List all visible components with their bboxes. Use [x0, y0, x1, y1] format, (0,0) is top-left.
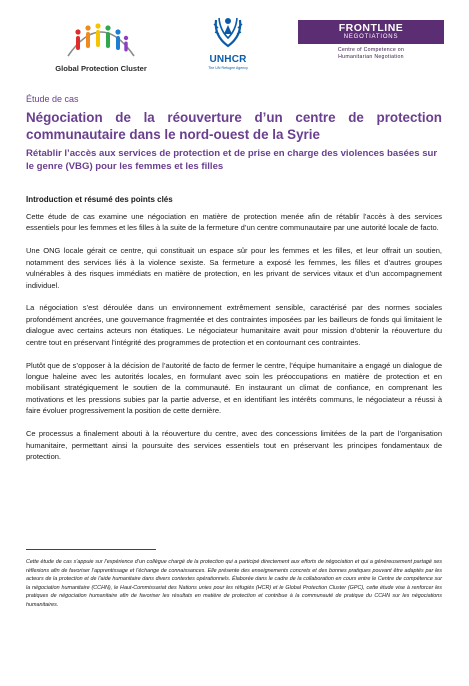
- unhcr-emblem-icon: [210, 12, 246, 52]
- frontline-subtitle: NEGOTIATIONS: [343, 34, 399, 40]
- document-body: [26, 94, 442, 474]
- paragraph-1: Cette étude de cas examine une négociation en matière de protection menée afin de rétablir l’accès à des services essentiels pour les femmes et les filles à la suite de la fermeture d’un centre communautaire par une autorité locale de facto.: [26, 212, 442, 233]
- footnote-divider: [26, 549, 156, 550]
- gpc-logo: [36, 16, 166, 80]
- paragraph-2: Une ONG locale gérait ce centre, qui constituait un espace sûr pour les femmes et les filles, et leur offrait un soutien, notamment des services liés à la violence sexiste. Sa fermeture a exposé les femmes, les filles et d’autres groupes vulnérables à des risques immédiats en matière de protection, en les privant de services vitaux et d’un accompagnement individuel.: [26, 246, 442, 290]
- frontline-description-line1: Centre of Competence on: [337, 47, 405, 53]
- frontline-box: [298, 20, 444, 44]
- case-study-label: Étude de cas: [26, 94, 79, 104]
- unhcr-logo: [198, 12, 258, 78]
- unhcr-tagline: The UN Refugee Agency: [208, 66, 248, 70]
- frontline-title: FRONTLINE: [338, 22, 404, 34]
- paragraph-3: La négociation s’est déroulée dans un environnement extrêmement sensible, caractérisé par des normes sociales profondément ancrées, une gouvernance fragmentée et des contraintes imposées par les bailleurs de fonds qui limitaient le dialogue avec certains acteurs non étatiques. Le négociateur humanitaire avait pour mission d’obtenir la réouverture du centre tout en préservant l’intégrité des programmes de protection et en contournant ces contraintes.: [26, 303, 442, 347]
- footnote: Cette étude de cas s’appuie sur l’expérience d’un collègue chargé de la protection qui a participé directement aux efforts de négociation et qui a généreusement partagé ses réflexions afin de favoriser l’apprentissage et l’échange de connaissances. Elle présente des enseignements concrets et des bonnes pratiques pouvant être adaptés par les acteurs de la protection et de l’aide humanitaire dans divers contextes opérationnels. Élaborée dans le cadre de la collaboration en cours entre le Centre de compétence sur la négociation humanitaire (CCHN), le Haut-Commissariat des Nations unies pour les réfugiés (HCR) et le Global Protection Cluster (GPC), cette étude vise à renforcer les pratiques de négociation humanitaire afin de favoriser les résultats en matière de protection et contribue à la communauté de pratique du CCHN sur les négociations humanitaires.: [26, 559, 442, 608]
- gpc-name: Global Protection Cluster: [55, 64, 147, 73]
- paragraph-5: Ce processus a finalement abouti à la réouverture du centre, avec des concessions limitées de la part de l’organisation humanitaire, permettant ainsi la poursuite des services essentiels tout en préservant les principes fondamentaux de protection.: [26, 429, 442, 461]
- paragraph-4: Plutôt que de s’opposer à la décision de l’autorité de facto de fermer le centre, l’équipe humanitaire a engagé un dialogue de longue haleine avec les autorités locales, en formulant avec soin les préoccupations en matière de protection et en mobilisant stratégiquement le soutien de la communauté. En instaurant un climat de confiance, en comprenant les motivations et les pressions subies par la partie adverse, et en identifiant les intérêts communs, le négociateur a réussi à faire évoluer progressivement la position de cette dernière.: [26, 360, 442, 416]
- frontline-logo: [298, 20, 444, 74]
- frontline-description: [298, 47, 444, 61]
- frontline-description-line2: Humanitarian Negotiation: [338, 54, 404, 60]
- document-title: Négociation de la réouverture d’un centre de protection communautaire dans le nord-ouest de la Syrie: [26, 110, 442, 142]
- unhcr-name: UNHCR: [209, 54, 247, 65]
- document-subtitle: Rétablir l’accès aux services de protection et de prise en charge des violences basées sur le genre (VBG) pour les femmes et les filles: [26, 148, 438, 172]
- header-logos: [0, 8, 469, 80]
- section-heading: Introduction et résumé des points clés: [26, 195, 173, 204]
- gpc-figures-icon: [64, 16, 138, 60]
